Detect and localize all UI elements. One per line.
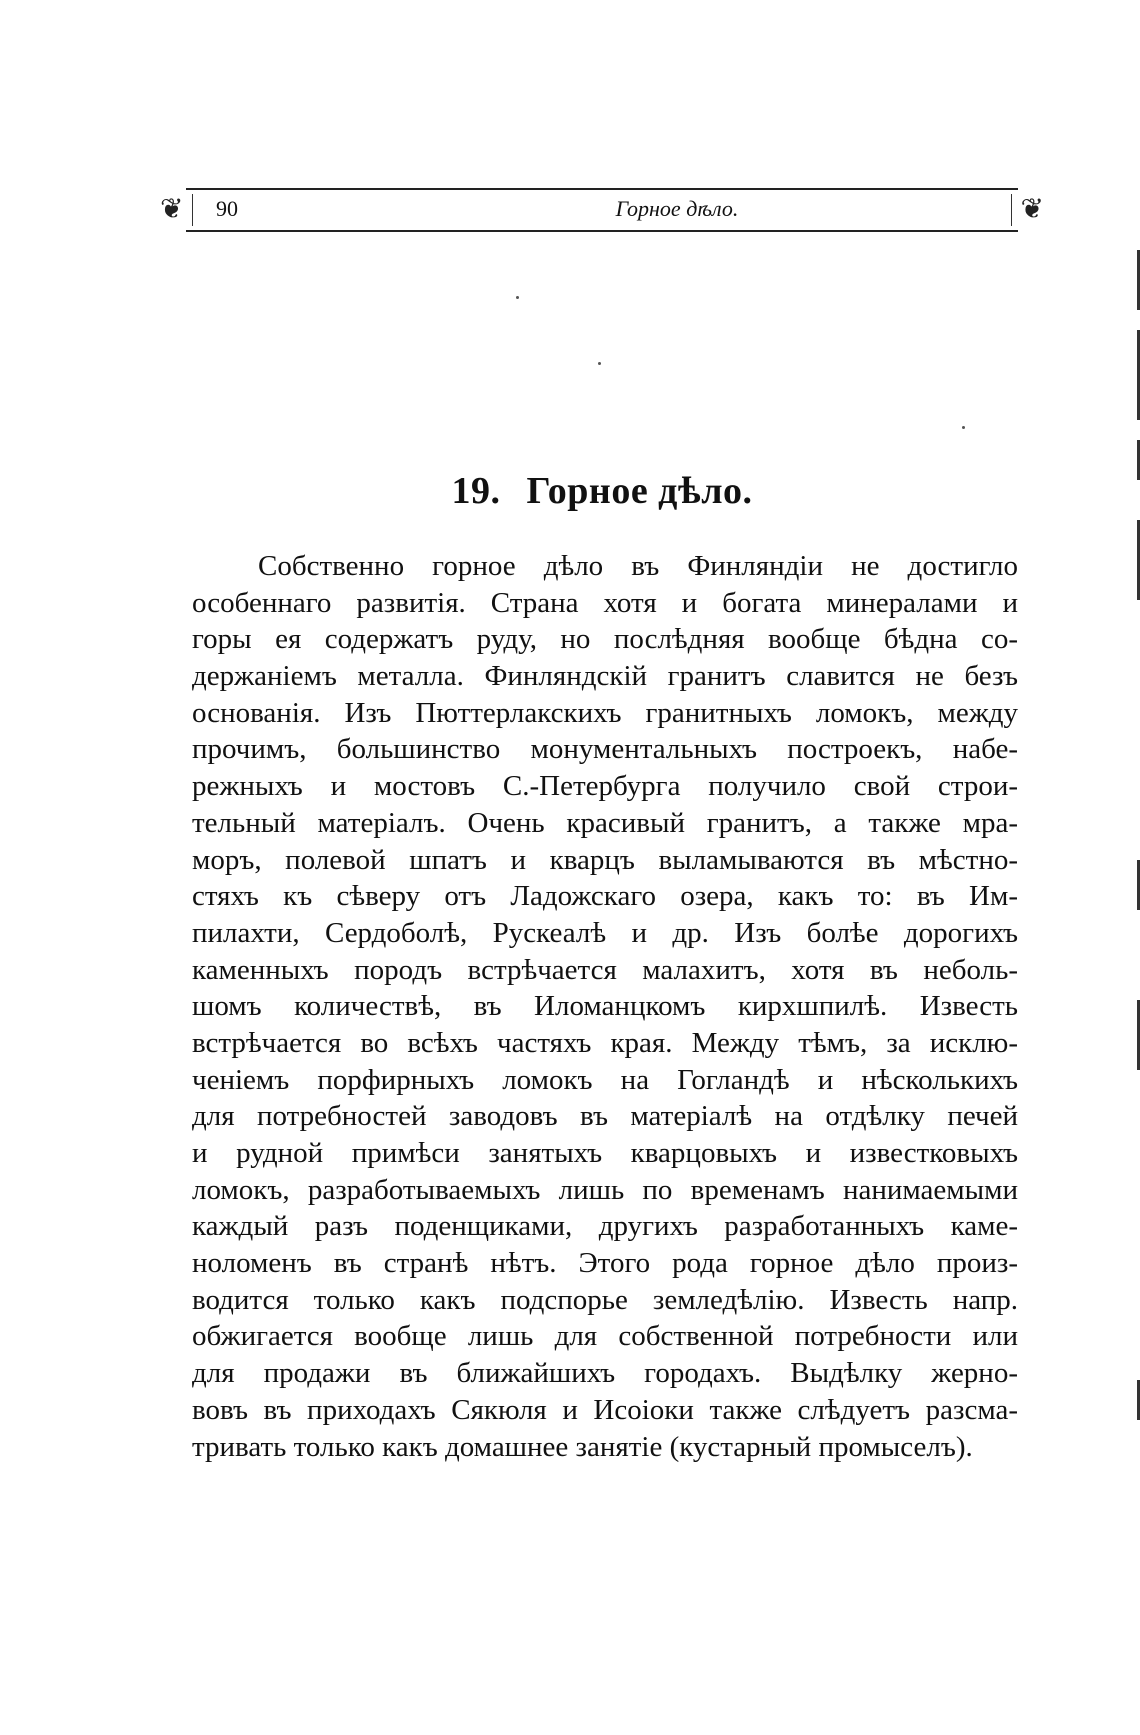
text-line: встрѣчается во всѣхъ частяхъ края. Между тѣмъ, за исклю- — [192, 1026, 1018, 1059]
text-line: каменныхъ породъ встрѣчается малахитъ, хотя въ неболь- — [192, 953, 1018, 986]
text-line: тривать только какъ домашнее занятіе (кустарный промыселъ). — [192, 1430, 973, 1463]
scan-speck — [598, 362, 601, 365]
text-line: шомъ количествѣ, въ Иломанцкомъ кирхшпилѣ. Известь — [192, 990, 1018, 1023]
text-line: моръ, полевой шпатъ и кварцъ выламываются въ мѣстно- — [192, 843, 1018, 876]
ornament-left-icon: ❦ — [160, 194, 184, 225]
text-line: ломокъ, разработываемыхъ лишь по временамъ нанимаемыми — [192, 1173, 1018, 1206]
section-title: Горное дѣло. — [526, 470, 753, 512]
running-title: Горное дѣло. — [615, 196, 739, 221]
text-line: Собственно горное дѣло въ Финляндіи не достигло — [258, 550, 1018, 582]
running-header — [160, 188, 1044, 232]
text-line: обжигается вообще лишь для собственной потребности или — [192, 1320, 1018, 1353]
text-line: особеннаго развитія. Страна хотя и богата минералами и — [192, 586, 1018, 619]
text-line: основанія. Изъ Пюттерлакскихъ гранитныхъ ломокъ, между — [192, 696, 1018, 729]
text-line: держаніемъ металла. Финляндскій гранитъ славится не безъ — [192, 660, 1018, 693]
text-line: стяхъ къ сѣверу отъ Ладожскаго озера, какъ то: въ Им- — [192, 880, 1018, 913]
text-line: пилахти, Сердоболѣ, Рускеалѣ и др. Изъ болѣе дорогихъ — [192, 916, 1018, 949]
text-line: для продажи въ ближайшихъ городахъ. Выдѣлку жерно- — [192, 1357, 1018, 1390]
text-line: ноломенъ въ странѣ нѣтъ. Этого рода горное дѣло произ- — [192, 1247, 1018, 1280]
scan-speck — [516, 296, 519, 299]
page-number: 90 — [216, 196, 238, 221]
section-heading — [186, 468, 1018, 514]
text-line: для потребностей заводовъ въ матеріалѣ на отдѣлку печей — [192, 1100, 1018, 1133]
text-line: тельный матеріалъ. Очень красивый гранитъ, а также мра- — [192, 806, 1018, 839]
text-line: каждый разъ поденщиками, другихъ разработанныхъ каме- — [192, 1210, 1018, 1243]
ornament-right-icon: ❦ — [1020, 194, 1044, 225]
body-paragraph — [192, 548, 1018, 1465]
text-line: водится только какъ подспорье земледѣлію. Известь напр. — [192, 1283, 1018, 1316]
section-number: 19. — [451, 470, 501, 512]
text-line: вовъ въ приходахъ Сякюля и Исоіоки также слѣдуетъ разсма- — [192, 1393, 1018, 1426]
text-line: и рудной примѣси занятыхъ кварцовыхъ и известковыхъ — [192, 1137, 1018, 1169]
text-line: режныхъ и мостовъ С.-Петербурга получило свой строи- — [192, 770, 1018, 803]
scan-speck — [962, 426, 965, 429]
text-line: прочимъ, большинство монументальныхъ построекъ, набе- — [192, 733, 1018, 766]
text-line: горы ея содержатъ руду, но послѣдняя вообще бѣдна со- — [192, 623, 1018, 656]
text-line: ченіемъ порфирныхъ ломокъ на Гогландѣ и нѣсколькихъ — [192, 1063, 1018, 1096]
